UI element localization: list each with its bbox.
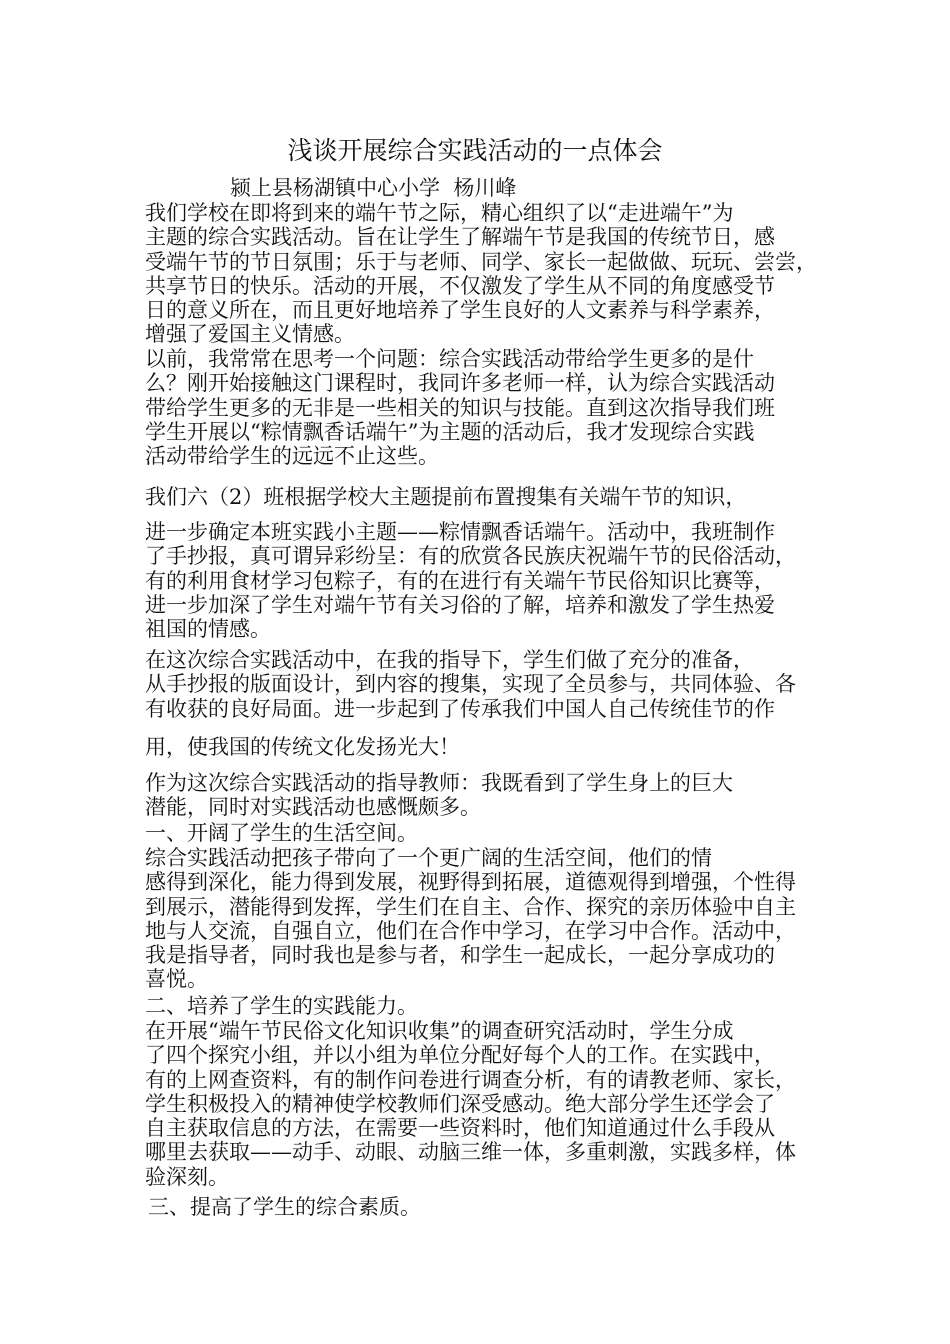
text-line: 祖国的情感。	[145, 617, 271, 642]
text-line: 进一步加深了学生对端午节有关习俗的了解，培养和激发了学生热爱	[145, 592, 775, 617]
text-line: 我们六（2）班根据学校大主题提前布置搜集有关端午节的知识，	[145, 485, 747, 509]
text-line: 验深刻。	[145, 1164, 229, 1189]
text-line: 哪里去获取——动手、动眼、动脑三维一体，多重刺激，实践多样，体	[145, 1140, 796, 1165]
paragraph-life-space	[145, 846, 815, 992]
document-title: 浅谈开展综合实践活动的一点体会	[287, 136, 663, 165]
text-line: 喜悦。	[145, 967, 208, 992]
text-line: 有收获的良好局面。进一步起到了传承我们中国人自己传统佳节的作	[145, 696, 775, 721]
text-line: 我是指导者，同时我也是参与者，和学生一起成长，一起分享成功的	[145, 943, 775, 968]
text-line: 从手抄报的版面设计，到内容的搜集，实现了全员参与，共同体验、各	[145, 672, 796, 697]
text-line: 学生积极投入的精神使学校教师们深受感动。绝大部分学生还学会了	[145, 1091, 775, 1116]
paragraph-guidance	[145, 648, 815, 721]
paragraph-class-activity-start	[145, 485, 815, 509]
section-heading-3	[148, 1195, 818, 1219]
section-heading-1	[145, 821, 815, 845]
heading-text: 一、开阔了学生的生活空间。	[145, 821, 418, 845]
text-line: 进一步确定本班实践小主题——粽情飘香话端午。活动中，我班制作	[145, 520, 775, 544]
text-line: 主题的综合实践活动。旨在让学生了解端午节是我国的传统节日，感	[145, 225, 775, 250]
text-line: 么？刚开始接触这门课程时，我同许多老师一样，认为综合实践活动	[145, 371, 775, 396]
text-line: 自主获取信息的方法，在需要一些资料时，他们知道通过什么手段从	[145, 1116, 775, 1141]
section-heading-2	[145, 994, 815, 1018]
text-line: 综合实践活动把孩子带向了一个更广阔的生活空间，他们的情	[145, 846, 712, 870]
paragraph-class-activity	[145, 520, 815, 641]
text-line: 我们学校在即将到来的端午节之际，精心组织了以“走进端午”为	[145, 201, 734, 225]
text-line: 感得到深化，能力得到发展，视野得到拓展，道德观得到增强，个性得	[145, 870, 796, 895]
text-line: 带给学生更多的无非是一些相关的知识与技能。直到这次指导我们班	[145, 395, 775, 420]
text-line: 到展示，潜能得到发挥，学生们在自主、合作、探究的亲历体验中自主	[145, 894, 796, 919]
paragraph-guidance-end	[145, 735, 815, 759]
text-line: 受端午节的节日氛围；乐于与老师、同学、家长一起做做、玩玩、尝尝，	[145, 249, 817, 274]
text-line: 地与人交流，自强自立，他们在合作中学习，在学习中合作。活动中，	[145, 918, 796, 943]
text-line: 以前，我常常在思考一个问题：综合实践活动带给学生更多的是什	[145, 347, 754, 371]
text-line: 有的上网查资料，有的制作问卷进行调查分析，有的请教老师、家长，	[145, 1067, 796, 1092]
text-line: 学生开展以“粽情飘香话端午”为主题的活动后，我才发现综合实践	[145, 419, 755, 444]
text-line: 活动带给学生的远远不止这些。	[145, 444, 439, 469]
heading-text: 二、培养了学生的实践能力。	[145, 994, 418, 1018]
text-line: 共享节日的快乐。活动的开展，不仅激发了学生从不同的角度感受节	[145, 273, 775, 298]
text-line: 日的意义所在，而且更好地培养了学生良好的人文素养与科学素养，	[145, 298, 775, 323]
paragraph-intro	[145, 201, 815, 347]
text-line: 增强了爱国主义情感。	[145, 322, 355, 347]
text-line: 有的利用食材学习包粽子，有的在进行有关端午节民俗知识比赛等，	[145, 568, 775, 593]
text-line: 了四个探究小组，并以小组为单位分配好每个人的工作。在实践中，	[145, 1043, 775, 1068]
text-line: 在开展“端午节民俗文化知识收集”的调查研究活动时，学生分成	[145, 1019, 734, 1043]
text-line: 作为这次综合实践活动的指导教师：我既看到了学生身上的巨大	[145, 771, 733, 795]
paragraph-teacher-reflection	[145, 771, 815, 820]
text-line: 潜能，同时对实践活动也感慨颇多。	[145, 795, 481, 820]
text-line: 了手抄报，真可谓异彩纷呈：有的欣赏各民族庆祝端午节的民俗活动，	[145, 544, 796, 569]
paragraph-practice-ability	[145, 1019, 815, 1189]
heading-text: 三、提高了学生的综合素质。	[148, 1195, 421, 1219]
author-line: 颍上县杨湖镇中心小学 杨川峰	[230, 176, 517, 200]
text-line: 在这次综合实践活动中，在我的指导下，学生们做了充分的准备，	[145, 648, 754, 672]
text-line: 用，使我国的传统文化发扬光大！	[145, 735, 460, 759]
paragraph-question	[145, 347, 815, 468]
